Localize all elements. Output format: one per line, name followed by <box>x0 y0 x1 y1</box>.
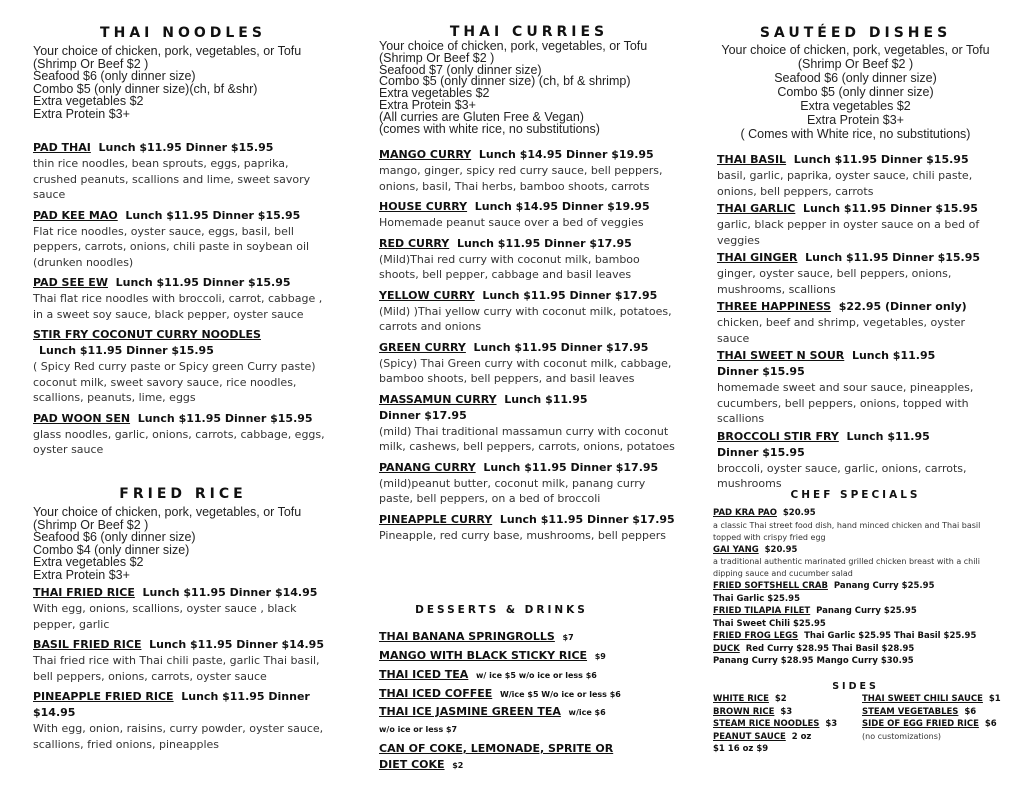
item-desc: With egg, onion, raisins, curry powder, oyster sauce, scallions, fried onions, pineapples <box>33 722 324 751</box>
menu-item <box>379 199 679 231</box>
menu-item <box>33 327 333 406</box>
item-desc: chicken, beef and shrimp, vegetables, oyster sauce <box>717 316 966 345</box>
section-thai-noodles <box>33 25 333 120</box>
menu-item <box>379 647 649 666</box>
item-name: THAI BASIL <box>717 153 787 166</box>
item-price: Lunch $11.95 Dinner $14.95 <box>142 586 318 599</box>
menu-item <box>379 340 679 387</box>
item-price: $7 <box>562 633 574 642</box>
sides-right <box>862 693 1002 743</box>
menu-item <box>717 429 997 492</box>
item-name: THAI GINGER <box>717 251 798 264</box>
item-name: YELLOW CURRY <box>379 288 475 302</box>
menu-item <box>717 299 997 346</box>
item-name: PAD THAI <box>33 141 91 154</box>
item-name: THREE HAPPINESS <box>717 300 832 313</box>
item-name: FRIED FROG LEGS <box>713 631 799 641</box>
item-name: GAI YANG <box>713 544 759 555</box>
menu-item <box>33 689 333 752</box>
item-desc: (Mild) )Thai yellow curry with coconut milk, potatoes, carrots and onions <box>379 304 672 333</box>
section-intro: Your choice of chicken, pork, vegetables, or Tofu (Shrimp Or Beef $2 ) Seafood $6 (only dinner size) Combo $5 (only dinner size)(ch, bf &shr) Extra vegetables $2 Extra Protein $3+ <box>33 44 302 121</box>
item-desc: glass noodles, garlic, onions, carrots, cabbage, eggs, oyster sauce <box>33 427 325 456</box>
menu-item <box>33 637 333 684</box>
menu-item <box>713 630 998 643</box>
item-price: Lunch $11.95 Dinner $14.95 <box>149 638 324 651</box>
menu-item <box>379 704 619 738</box>
side-note: (no customizations) <box>862 731 942 741</box>
sides-left <box>713 693 853 756</box>
item-desc: Pineapple, red curry base, mushrooms, bell peppers <box>379 528 666 542</box>
item-price: $20.95 <box>764 544 798 555</box>
item-price: Red Curry $28.95 Thai Basil $28.95 Panang Curry $28.95 Mango Curry $30.95 <box>713 643 915 666</box>
item-price: $2 <box>452 761 464 770</box>
item-price: Lunch $11.95 Dinner $15.95 <box>803 202 978 215</box>
menu-item <box>717 201 997 248</box>
menu-item <box>713 580 998 605</box>
section-heading: SIDES <box>832 681 879 692</box>
menu-item <box>33 140 333 203</box>
item-name: HOUSE CURRY <box>379 200 468 213</box>
item-name: PINEAPPLE FRIED RICE <box>33 690 174 703</box>
item-desc: ( Spicy Red curry paste or Spicy green Curry paste) coconut milk, sweet savory sauce, rice noodles, scallions, peanuts, lime, eggs <box>33 360 316 404</box>
item-price: w/ice $6 w/o ice or less $7 <box>379 708 606 734</box>
menu-item <box>717 152 997 199</box>
section-thai-curries <box>379 24 679 135</box>
item-name: THAI ICED COFFEE <box>379 687 493 700</box>
side-item: STEAM VEGETABLES $6 <box>862 706 977 717</box>
section-heading: SAUTÉED DISHES <box>759 25 952 41</box>
section-heading: THAI CURRIES <box>449 24 609 40</box>
section-desserts-drinks <box>379 604 624 616</box>
item-name: THAI FRIED RICE <box>33 586 135 599</box>
item-desc: Flat rice noodles, oyster sauce, eggs, basil, bell peppers, carrots, onions, chili paste in soybean oil (drunken noodles) <box>33 224 310 269</box>
menu-item <box>713 544 998 581</box>
item-desc: (Mild)Thai red curry with coconut milk, bamboo shoots, bell pepper, cabbage and basil leaves <box>379 252 640 281</box>
item-price: Lunch $11.95 Dinner $17.95 <box>499 512 675 526</box>
item-name: PAD KEE MAO <box>33 208 118 222</box>
item-price: Lunch $11.95 Dinner $15.95 <box>39 344 214 357</box>
item-name: PINEAPPLE CURRY <box>379 512 493 526</box>
section-intro: Your choice of chicken, pork, vegetables, or Tofu (Shrimp Or Beef $2 ) Seafood $6 (only dinner size) Combo $4 (only dinner size) Extra vegetables $2 Extra Protein $3+ <box>33 505 302 582</box>
section-sauteed-dishes <box>713 25 998 141</box>
noodle-items <box>33 140 333 463</box>
section-sides <box>713 681 1001 754</box>
side-item: WHITE RICE $2 <box>713 694 787 704</box>
item-name: BROCCOLI STIR FRY <box>717 429 839 443</box>
item-desc: mango, ginger, spicy red curry sauce, bell peppers, onions, basil, Thai herbs, bamboo shoots, carrots <box>379 164 663 193</box>
side-item: BROWN RICE $3 <box>713 706 793 717</box>
item-price: Lunch $11.95 Dinner $15.95 <box>98 141 274 154</box>
menu-item <box>379 741 639 774</box>
item-price: Lunch $11.95 Dinner $15.95 <box>793 153 969 166</box>
item-desc: basil, garlic, paprika, oyster sauce, chili paste, onions, bell peppers, carrots <box>717 169 973 198</box>
item-desc: Thai fried rice with Thai chili paste, garlic Thai basil, bell peppers, onions, carrots, oyster sauce <box>33 654 320 683</box>
item-price: Lunch $11.95 Dinner $17.95 <box>482 288 658 302</box>
item-name: GREEN CURRY <box>379 340 466 354</box>
item-desc: a traditional authentic marinated grilled chicken breast with a chili dipping sauce and cucumber salad <box>713 557 980 578</box>
menu-item <box>717 348 997 427</box>
menu-item <box>713 507 998 544</box>
curry-items <box>379 147 679 548</box>
side-item: STEAM RICE NOODLES $3 <box>713 719 838 729</box>
item-desc: (Spicy) Thai Green curry with coconut milk, cabbage, bamboo shoots, bell peppers, and basil leaves <box>379 356 672 385</box>
section-heading: CHEF SPECIALS <box>790 489 921 501</box>
item-name: THAI SWEET N SOUR <box>717 349 845 362</box>
item-price: Panang Curry $25.95 Thai Sweet Chili $25.95 <box>713 606 917 629</box>
item-name: THAI BANANA SPRINGROLLS <box>379 630 555 643</box>
item-price: Lunch $11.95 Dinner $15.95 <box>805 251 981 264</box>
item-name: PAD KRA PAO <box>713 508 777 518</box>
item-price: W/ice $5 W/o ice or less $6 <box>499 690 621 699</box>
section-intro: Your choice of chicken, pork, vegetables, or Tofu (Shrimp Or Beef $2 ) Seafood $7 (only dinner size) Combo $5 (only dinner size) (ch, bf & shrimp) Extra vegetables $2 Extra Protein $3+ (All curries are Gluten Free & Vegan) (comes with white rice, no substitutions) <box>379 39 648 136</box>
item-price: Lunch $11.95 Dinner $15.95 <box>137 411 313 425</box>
menu-item <box>379 392 679 455</box>
item-price: Lunch $11.95 Dinner $17.95 <box>473 340 649 354</box>
section-heading: FRIED RICE <box>119 486 247 502</box>
menu-item <box>379 236 679 283</box>
menu-item <box>379 460 679 507</box>
item-price: Lunch $11.95 Dinner $17.95 <box>456 236 632 250</box>
menu-item <box>379 512 679 544</box>
item-name: FRIED SOFTSHELL CRAB <box>713 581 828 591</box>
item-name: RED CURRY <box>379 236 450 250</box>
item-desc: garlic, black pepper in oyster sauce on a bed of veggies <box>717 218 980 247</box>
item-desc: ginger, oyster sauce, bell peppers, onions, mushrooms, scallions <box>717 267 952 296</box>
menu-item <box>717 250 997 297</box>
item-price: w/ ice $5 w/o ice or less $6 <box>476 671 597 680</box>
item-name: DUCK <box>713 643 740 654</box>
menu-item <box>713 643 998 668</box>
item-price: $20.95 <box>782 508 816 518</box>
item-name: THAI ICED TEA <box>379 668 469 681</box>
item-desc: (mild) Thai traditional massamun curry with coconut milk, cashews, bell peppers, carrots, onions, potatoes <box>379 424 675 453</box>
rice-items <box>33 585 333 757</box>
item-price: $22.95 (Dinner only) <box>838 300 967 313</box>
side-item: SIDE OF EGG FRIED RICE $6 <box>862 719 997 729</box>
item-name: CAN OF COKE, LEMONADE, SPRITE OR DIET COKE <box>379 742 614 771</box>
menu-item <box>379 288 679 335</box>
menu-item <box>33 208 333 271</box>
item-price: $9 <box>594 652 606 661</box>
item-name: MASSAMUN CURRY <box>379 392 497 406</box>
item-name: MANGO CURRY <box>379 148 472 161</box>
item-desc: Homemade peanut sauce over a bed of veggies <box>379 216 644 229</box>
menu-item <box>33 411 333 458</box>
section-heading: DESSERTS & DRINKS <box>415 604 588 616</box>
chef-items <box>713 507 998 668</box>
item-price: Lunch $14.95 Dinner $19.95 <box>474 200 650 213</box>
item-name: BASIL FRIED RICE <box>33 638 142 651</box>
item-desc: (mild)peanut butter, coconut milk, panang curry paste, bell peppers, on a bed of broccoli <box>379 476 646 505</box>
item-desc: thin rice noodles, bean sprouts, eggs, paprika, crushed peanuts, scallions and lime, sweet savory sauce <box>33 157 311 201</box>
item-price: Lunch $11.95 Dinner $15.95 <box>115 276 291 289</box>
item-name: PAD SEE EW <box>33 276 108 289</box>
menu-item <box>379 685 649 704</box>
item-desc: homemade sweet and sour sauce, pineapples, cucumbers, bell peppers, onions, topped with scallions <box>717 381 974 425</box>
item-price: Lunch $11.95 Dinner $15.95 <box>717 429 930 459</box>
dessert-items <box>379 628 649 774</box>
item-name: MANGO WITH BLACK STICKY RICE <box>379 649 588 662</box>
item-desc: With egg, onions, scallions, oyster sauce , black pepper, garlic <box>33 602 297 631</box>
item-price: Lunch $11.95 Dinner $17.95 <box>379 392 588 422</box>
menu-item <box>713 605 998 630</box>
side-item: PEANUT SAUCE 2 oz $1 16 oz $9 <box>713 731 812 754</box>
menu-item <box>379 666 649 685</box>
item-name: THAI ICE JASMINE GREEN TEA <box>379 705 561 718</box>
item-desc: Thai flat rice noodles with broccoli, carrot, cabbage , in a sweet soy sauce, black pepper, oyster sauce <box>33 292 323 321</box>
item-name: THAI GARLIC <box>717 202 796 215</box>
sauteed-items <box>717 152 997 494</box>
item-price: Lunch $11.95 Dinner $14.95 <box>33 690 310 719</box>
menu-item <box>379 628 649 647</box>
item-desc: a classic Thai street food dish, hand minced chicken and Thai basil topped with crispy fried egg <box>713 520 981 542</box>
section-chef-specials <box>713 489 998 501</box>
item-price: Lunch $14.95 Dinner $19.95 <box>478 148 654 161</box>
menu-item <box>33 275 333 322</box>
item-price: Lunch $11.95 Dinner $15.95 <box>125 208 301 222</box>
section-heading: THAI NOODLES <box>100 25 266 41</box>
item-name: PAD WOON SEN <box>33 411 131 425</box>
item-price: Panang Curry $25.95 Thai Garlic $25.95 <box>713 581 935 604</box>
item-price: Lunch $11.95 Dinner $17.95 <box>483 460 659 474</box>
menu-item <box>379 147 679 194</box>
menu-item <box>33 585 333 632</box>
section-fried-rice <box>33 486 333 581</box>
item-price: Thai Garlic $25.95 Thai Basil $25.95 <box>804 631 977 641</box>
item-price: Lunch $11.95 Dinner $15.95 <box>717 349 936 378</box>
item-name: STIR FRY COCONUT CURRY NOODLES <box>33 328 261 341</box>
side-item: THAI SWEET CHILI SAUCE $1 <box>862 694 1001 704</box>
item-name: PANANG CURRY <box>379 460 476 474</box>
item-name: FRIED TILAPIA FILET <box>713 606 811 616</box>
item-desc: broccoli, oyster sauce, garlic, onions, carrots, mushrooms <box>717 461 967 490</box>
section-intro: Your choice of chicken, pork, vegetables, or Tofu (Shrimp Or Beef $2 ) Seafood $6 (only dinner size) Combo $5 (only dinner size) Extra vegetables $2 Extra Protein $3+ ( Comes with White rice, no substitutions) <box>721 43 990 141</box>
